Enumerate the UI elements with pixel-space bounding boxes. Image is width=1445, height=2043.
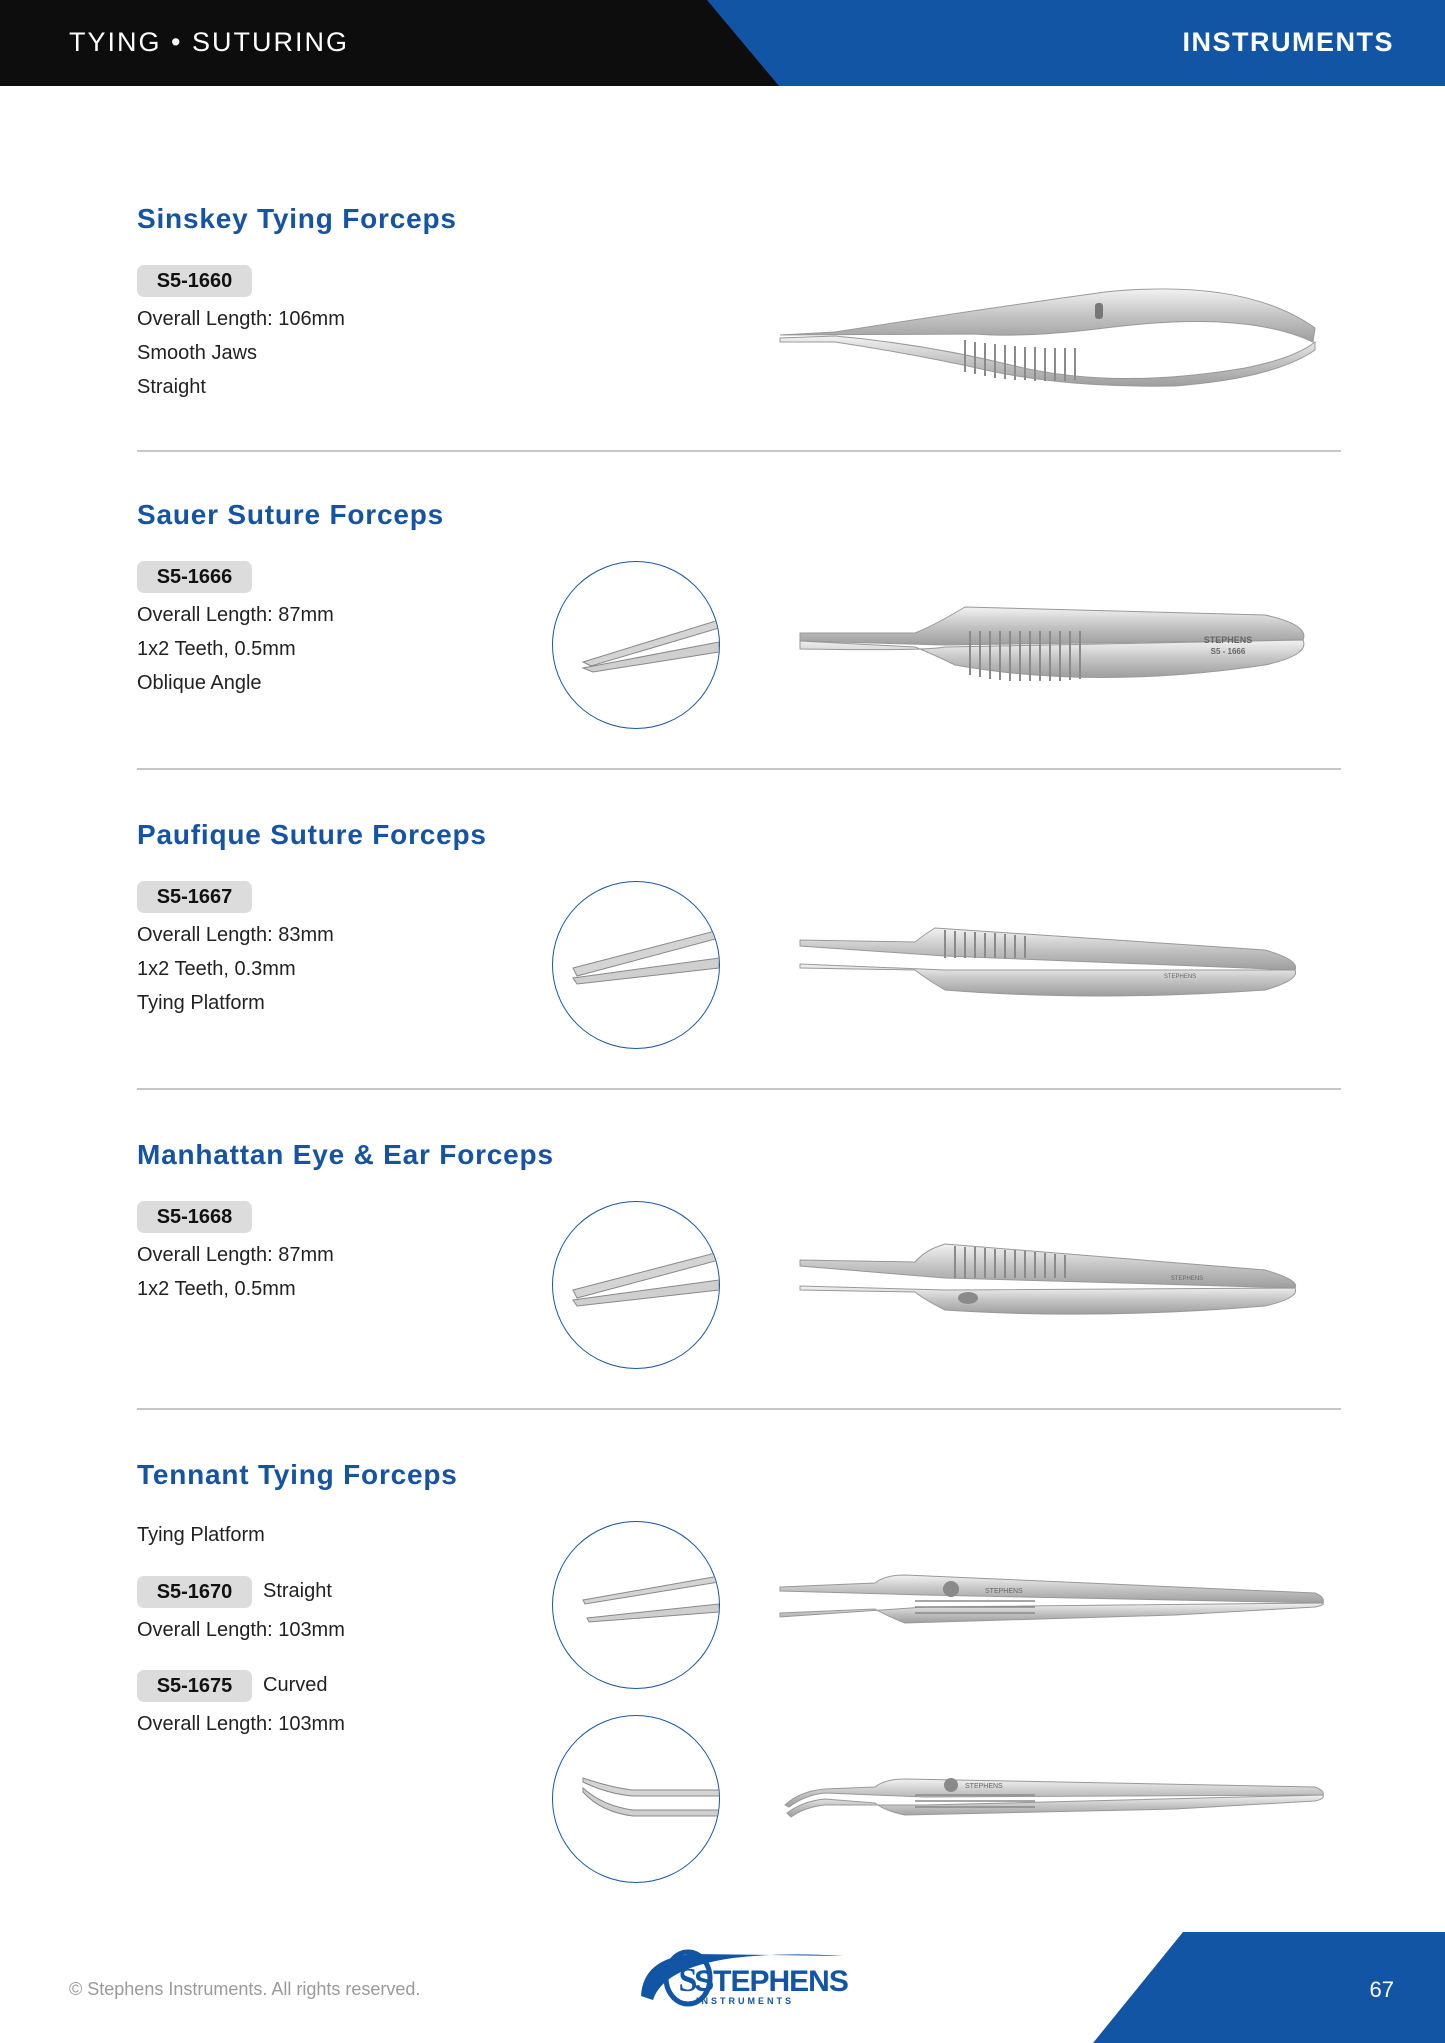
spec-angle: Oblique Angle bbox=[137, 672, 262, 694]
engraving-text: STEPHENS bbox=[1170, 1276, 1204, 1282]
forceps-tip-detail-image bbox=[553, 562, 719, 728]
spec-length: Overall Length: 103mm bbox=[137, 1713, 345, 1735]
engraving-text: STEPHENS bbox=[985, 1588, 1023, 1595]
engraving-text: STEPHENS bbox=[1203, 635, 1253, 645]
category-label: INSTRUMENTS bbox=[1182, 27, 1394, 57]
spec-length: Overall Length: 83mm bbox=[137, 924, 334, 946]
product-title: Sinskey Tying Forceps bbox=[137, 203, 457, 234]
paufique-forceps-image bbox=[795, 920, 1305, 1010]
variant-type: Straight bbox=[263, 1580, 332, 1602]
sauer-forceps-image bbox=[795, 595, 1315, 705]
forceps-tip-detail-image bbox=[553, 1202, 719, 1368]
tip-detail-circle-curved bbox=[552, 1715, 720, 1883]
spec-platform: Tying Platform bbox=[137, 992, 265, 1014]
product-code-badge: S5-1675 bbox=[137, 1670, 252, 1702]
section-divider bbox=[137, 1088, 1341, 1090]
section-divider bbox=[137, 450, 1341, 452]
spec-length: Overall Length: 87mm bbox=[137, 604, 334, 626]
product-code-badge: S5-1667 bbox=[137, 881, 252, 913]
engraving-text: STEPHENS bbox=[965, 1783, 1003, 1790]
tip-detail-circle bbox=[552, 1201, 720, 1369]
engraving-code: S5 - 1666 bbox=[1210, 647, 1246, 656]
forceps-tip-detail-image bbox=[553, 882, 719, 1048]
spec-teeth: 1x2 Teeth, 0.3mm bbox=[137, 958, 296, 980]
forceps-tip-detail-image bbox=[553, 1522, 719, 1688]
spec-teeth: 1x2 Teeth, 0.5mm bbox=[137, 1278, 296, 1300]
product-title: Tennant Tying Forceps bbox=[137, 1459, 458, 1490]
spec-teeth: 1x2 Teeth, 0.5mm bbox=[137, 638, 296, 660]
section-divider bbox=[137, 768, 1341, 770]
spec-length: Overall Length: 106mm bbox=[137, 308, 345, 330]
section-label: TYING • SUTURING bbox=[69, 27, 349, 57]
spec-length: Overall Length: 87mm bbox=[137, 1244, 334, 1266]
spec-platform: Tying Platform bbox=[137, 1524, 265, 1546]
spec-jaws: Smooth Jaws bbox=[137, 342, 258, 364]
product-code-badge: S5-1668 bbox=[137, 1201, 252, 1233]
manhattan-forceps-image bbox=[795, 1240, 1305, 1330]
tip-detail-circle-straight bbox=[552, 1521, 720, 1689]
tip-detail-circle bbox=[552, 881, 720, 1049]
tennant-curved-forceps-image bbox=[775, 1765, 1330, 1835]
section-divider bbox=[137, 1408, 1341, 1410]
product-title: Paufique Suture Forceps bbox=[137, 819, 487, 850]
logo-subtext: INSTRUMENTS bbox=[696, 1996, 794, 2006]
spec-shape: Straight bbox=[137, 376, 206, 398]
header-bar bbox=[0, 0, 1445, 86]
logo-wordmark: STEPHENS bbox=[694, 1965, 848, 1998]
product-title: Sauer Suture Forceps bbox=[137, 499, 444, 530]
variant-type: Curved bbox=[263, 1674, 328, 1696]
product-code-badge: S5-1660 bbox=[137, 265, 252, 297]
spec-length: Overall Length: 103mm bbox=[137, 1619, 345, 1641]
sinskey-forceps-image bbox=[775, 280, 1325, 390]
tip-detail-circle bbox=[552, 561, 720, 729]
page-number: 67 bbox=[1369, 1977, 1394, 2002]
svg-text:S: S bbox=[678, 1962, 698, 1999]
forceps-tip-detail-image bbox=[553, 1716, 719, 1882]
product-title: Manhattan Eye & Ear Forceps bbox=[137, 1139, 554, 1170]
product-code-badge: S5-1670 bbox=[137, 1576, 252, 1608]
stephens-logo bbox=[633, 1948, 849, 2008]
product-code-badge: S5-1666 bbox=[137, 561, 252, 593]
copyright-text: © Stephens Instruments. All rights reserved. bbox=[69, 1979, 421, 1999]
tennant-straight-forceps-image bbox=[775, 1565, 1330, 1635]
engraving-text: STEPHENS bbox=[1163, 974, 1197, 980]
